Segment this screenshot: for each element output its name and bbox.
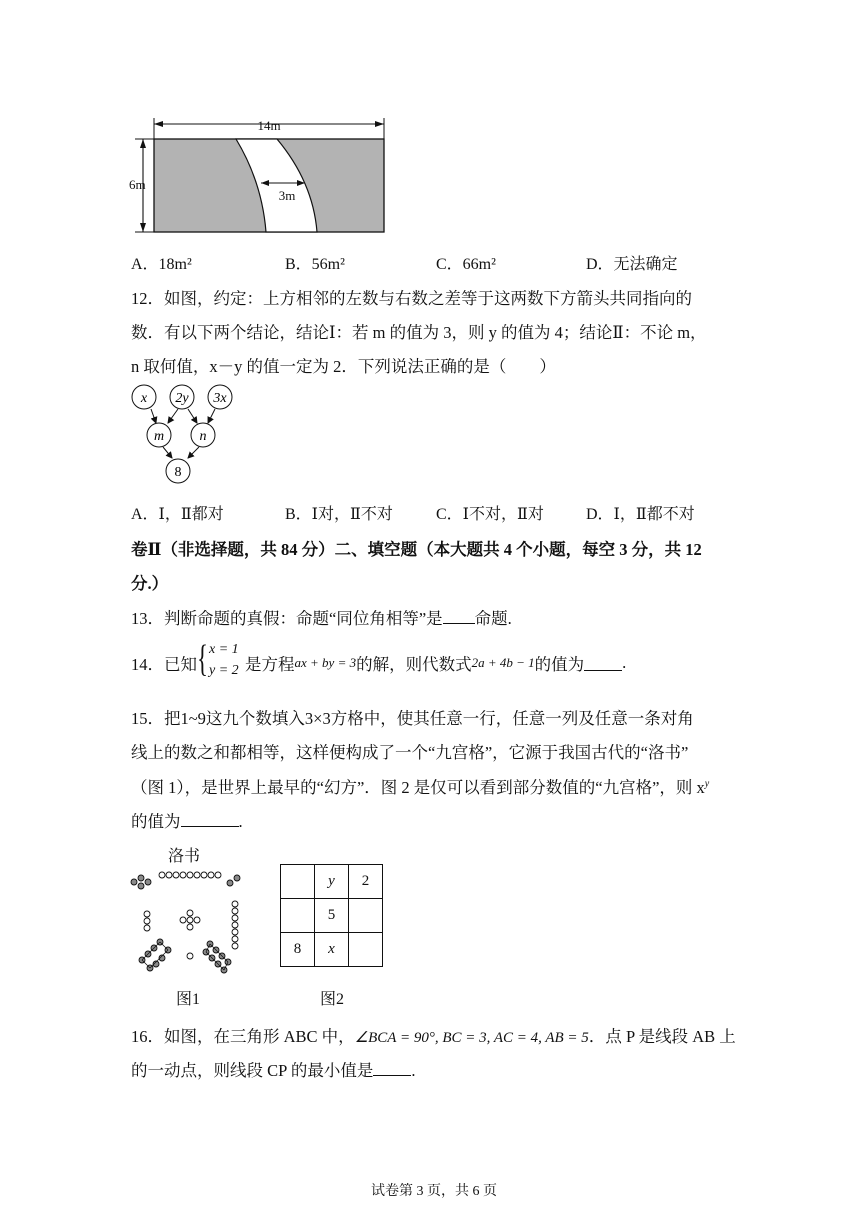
- grid-table: [280, 864, 383, 967]
- q12-arrow-diagram: [125, 382, 245, 487]
- q14-expression: 2a + 4b − 1: [471, 655, 535, 670]
- grid-row: [281, 899, 383, 933]
- q15-line-2: 线上的数之和都相等，这样便构成了一个“九宫格”，它源于我国古代的“洛书”: [131, 743, 689, 762]
- q12-option-c: C．Ⅰ不对，Ⅱ对: [436, 506, 544, 523]
- q14: 14．已知 { x = 1 y = 2 是方程ax + by = 3的解，则代数式2a + 4b − 1的值为 .: [131, 641, 626, 685]
- fig1-caption: 图1: [176, 991, 201, 1008]
- q14-eq-2: y = 2: [209, 663, 239, 678]
- q11-option-a: A．18m²: [131, 256, 192, 273]
- q14-equation-system: [197, 638, 245, 685]
- q14-text-mid2: 的解，则代数式: [356, 655, 472, 674]
- node-x-label: x: [140, 391, 148, 406]
- luoshu-figure: [128, 866, 256, 974]
- q15-answer-blank[interactable]: [181, 812, 239, 827]
- q12-option-d: D．Ⅰ，Ⅱ都不对: [586, 506, 695, 523]
- q12-line-1: 12．如图，约定：上方相邻的左数与右数之差等于这两数下方箭头共同指向的: [131, 289, 692, 308]
- node-2y-label: 2y: [175, 391, 189, 406]
- node-n-label: n: [199, 429, 207, 444]
- q11-option-b: B．56m²: [285, 256, 345, 273]
- grid-cell: [281, 899, 315, 933]
- grid-cell: [349, 899, 383, 933]
- q16-text-c: ．点 P 是线段 AB 上: [588, 1027, 736, 1046]
- grid-cell: y: [315, 865, 349, 899]
- q12-option-a: A．Ⅰ，Ⅱ都对: [131, 506, 224, 523]
- q11-option-c: C．66m²: [436, 256, 496, 273]
- node-3x-label: 3x: [213, 391, 227, 406]
- q16-text-a: 16．如图，在三角形 ABC 中，: [131, 1027, 355, 1046]
- magic-square-grid: [280, 864, 383, 967]
- q14-text-before: 14．已知: [131, 655, 197, 674]
- grid-cell: 2: [349, 865, 383, 899]
- grid-cell: 8: [281, 933, 315, 967]
- q14-answer-blank[interactable]: [584, 656, 622, 671]
- q13-text-after: 命题.: [474, 609, 512, 628]
- fig1-title: 洛书: [168, 848, 201, 865]
- fig2-caption: 图2: [320, 991, 345, 1008]
- q14-text-after: 的值为: [534, 655, 585, 674]
- grid-cell: 5: [315, 899, 349, 933]
- section2-heading-line-1: 卷Ⅱ（非选择题，共 84 分）二、填空题（本大题共 4 个小题，每空 3 分，共 12: [131, 540, 702, 559]
- page-footer: 试卷第 3 页，共 6 页: [371, 1184, 497, 1199]
- grid-cell: [281, 865, 315, 899]
- q16-conditions: ∠BCA = 90°, BC = 3, AC = 4, AB = 5: [354, 1030, 589, 1046]
- width-label: 14m: [257, 118, 281, 133]
- section2-heading-line-2: 分.）: [131, 574, 169, 593]
- q15-line-4-text: 的值为: [131, 812, 181, 831]
- q16-line-1: [131, 1023, 736, 1047]
- q15-exponent: y: [704, 778, 710, 790]
- q14-text-mid: 是方程: [245, 655, 295, 674]
- height-label: 6m: [129, 177, 146, 192]
- q11-figure: [125, 112, 395, 237]
- q11-option-d: D．无法确定: [586, 256, 678, 273]
- q15-line-4: 的值为 .: [131, 812, 243, 831]
- road-label: 3m: [278, 188, 296, 203]
- q12-option-b: B．Ⅰ对，Ⅱ不对: [285, 506, 393, 523]
- node-m-label: m: [153, 429, 165, 444]
- q15-line-3: [131, 774, 709, 798]
- q16-answer-blank[interactable]: [373, 1061, 411, 1076]
- q13: [131, 605, 512, 629]
- grid-row: [281, 933, 383, 967]
- q13-answer-blank[interactable]: [443, 609, 475, 624]
- q12-line-2: 数．有以下两个结论，结论Ⅰ：若 m 的值为 3，则 y 的值为 4；结论Ⅱ：不论 m，: [131, 323, 707, 342]
- q14-equation: ax + by = 3: [294, 655, 357, 670]
- q15-line-1: 15．把1~9这九个数填入3×3方格中，使其任意一行，任意一列及任意一条对角: [131, 709, 694, 728]
- node-8-label: 8: [174, 465, 182, 480]
- q12-line-3: n 取何值，x－y 的值一定为 2．下列说法正确的是（ ）: [131, 357, 556, 376]
- q15-line-3-text: （图 1），是世界上最早的“幻方”．图 2 是仅可以看到部分数值的“九宫格”，则 x: [131, 778, 705, 797]
- grid-row: [281, 865, 383, 899]
- q16-line-2: 的一动点，则线段 CP 的最小值是 .: [131, 1061, 416, 1080]
- grid-cell: [349, 933, 383, 967]
- q16-line-2-text: 的一动点，则线段 CP 的最小值是: [131, 1061, 374, 1080]
- brace-symbol: {: [197, 638, 208, 680]
- q13-text-before: 13．判断命题的真假：命题“同位角相等”是: [131, 609, 443, 628]
- grid-cell: x: [315, 933, 349, 967]
- q14-eq-1: x = 1: [209, 642, 239, 657]
